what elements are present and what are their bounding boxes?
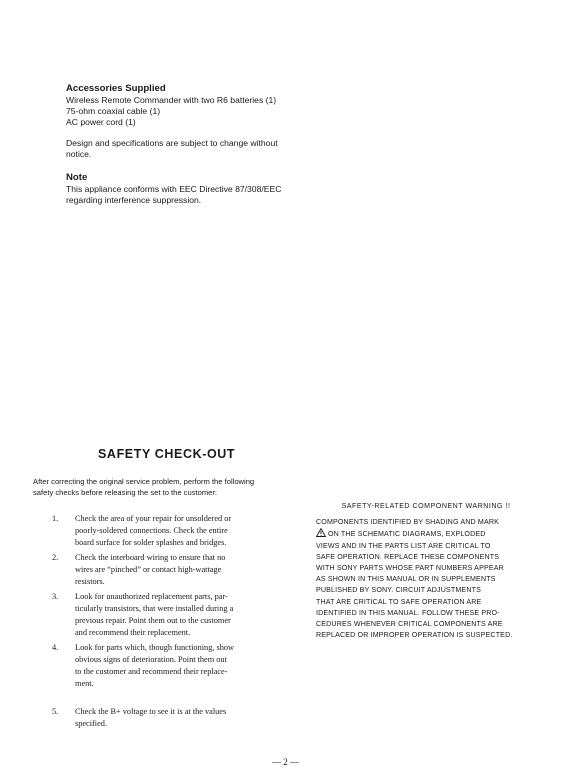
- accessory-line: 75-ohm coaxial cable (1): [66, 106, 161, 116]
- check-line: previous repair. Point them out to the customer: [75, 616, 231, 625]
- check-item: [52, 706, 226, 730]
- check-line: Check the B+ voltage to see it is at the values: [75, 707, 227, 716]
- page-number: — 2 —: [272, 757, 299, 767]
- warning-line-with-icon: [316, 528, 536, 540]
- warning-line: AS SHOWN IN THIS MANUAL OR IN SUPPLEMENTS: [316, 575, 496, 584]
- spec-note-line: Design and specifications are subject to change without: [66, 138, 278, 148]
- spec-note-line: notice.: [66, 149, 92, 159]
- check-number: 1.: [52, 514, 59, 523]
- note-line: This appliance conforms with EEC Directive 87/308/EEC: [66, 184, 282, 194]
- check-line: obvious signs of deterioration. Point them out: [75, 655, 227, 664]
- warning-triangle-icon: [316, 528, 326, 537]
- warning-line: WITH SONY PARTS WHOSE PART NUMBERS APPEAR: [316, 564, 504, 573]
- check-number: 5.: [52, 707, 59, 716]
- check-number: 3.: [52, 592, 59, 601]
- check-line: Check the area of your repair for unsoldered or: [75, 514, 232, 523]
- check-line: board surface for solder splashes and bridges.: [75, 538, 227, 547]
- check-line: Look for parts which, though functioning, show: [75, 643, 235, 652]
- accessory-line: AC power cord (1): [66, 117, 136, 127]
- check-item: [52, 552, 225, 588]
- warning-line: VIEWS AND IN THE PARTS LIST ARE CRITICAL TO: [316, 541, 491, 550]
- warning-line: SAFE OPERATION. REPLACE THESE COMPONENTS: [316, 552, 500, 561]
- check-line: to the customer and recommend their replace-: [75, 667, 228, 676]
- warning-line: PUBLISHED BY SONY. CIRCUIT ADJUSTMENTS: [316, 586, 481, 595]
- check-item: [52, 513, 231, 549]
- warning-title: SAFETY-RELATED COMPONENT WARNING !!: [341, 502, 511, 510]
- check-line: ticularly transistors, that were installed during a: [75, 604, 234, 613]
- warning-line: ON THE SCHEMATIC DIAGRAMS, EXPLODED: [328, 530, 486, 539]
- check-line: and recommend their replacement.: [75, 628, 191, 637]
- check-line: resistors.: [75, 577, 105, 586]
- warning-line: CEDURES WHENEVER CRITICAL COMPONENTS ARE: [316, 620, 503, 629]
- check-line: specified.: [75, 719, 108, 728]
- accessories-heading: Accessories Supplied: [66, 83, 166, 94]
- warning-line: REPLACED OR IMPROPER OPERATION IS SUSPECTED.: [316, 631, 513, 640]
- check-line: Look for unauthorized replacement parts, par-: [75, 592, 228, 601]
- check-line: Check the interboard wiring to ensure that no: [75, 553, 226, 562]
- check-line: poorly-soldered connections. Check the entire: [75, 526, 228, 535]
- check-line: wires are “pinched” or contact high-wattage: [75, 565, 222, 574]
- check-item: [52, 591, 233, 639]
- accessory-line: Wireless Remote Commander with two R6 batteries (1): [66, 95, 277, 105]
- intro-line: After correcting the original service problem, perform the following: [33, 477, 255, 486]
- note-heading: Note: [66, 172, 88, 183]
- check-number: 4.: [52, 643, 59, 652]
- safety-component-warning: [316, 501, 536, 641]
- warning-line: THAT ARE CRITICAL TO SAFE OPERATION ARE: [316, 597, 482, 606]
- check-item: [52, 642, 234, 690]
- check-number: 2.: [52, 553, 59, 562]
- spec-change-note: [66, 138, 316, 160]
- warning-line: COMPONENTS IDENTIFIED BY SHADING AND MARK: [316, 518, 499, 527]
- accessories-section: [66, 83, 316, 128]
- note-section: [66, 172, 326, 206]
- safety-intro: [33, 476, 313, 498]
- intro-line: safety checks before releasing the set to the customer:: [33, 488, 218, 497]
- check-line: ment.: [75, 679, 94, 688]
- note-line: regarding interference suppression.: [66, 195, 202, 205]
- warning-line: IDENTIFIED IN THIS MANUAL. FOLLOW THESE PRO-: [316, 608, 500, 617]
- safety-checkout-title: SAFETY CHECK-OUT: [98, 447, 236, 461]
